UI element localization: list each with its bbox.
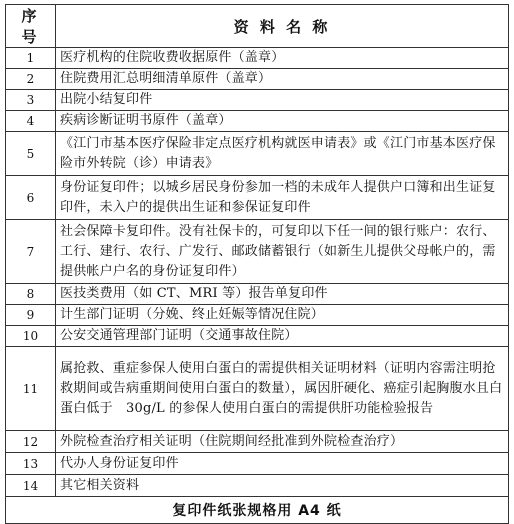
row-number: 6 <box>6 176 56 220</box>
table-row <box>6 69 509 90</box>
row-material: 公安交通管理部门证明（交通事故住院） <box>56 326 509 347</box>
table-row <box>6 453 509 475</box>
table-row <box>6 475 509 497</box>
row-number: 13 <box>6 453 56 475</box>
table-row <box>6 305 509 326</box>
row-material: 计生部门证明（分娩、终止妊娠等情况住院） <box>56 305 509 326</box>
paper-size-note: 复印件纸张规格用 A4 纸 <box>6 497 509 524</box>
row-number: 2 <box>6 69 56 90</box>
row-number: 9 <box>6 305 56 326</box>
row-material: 社会保障卡复印件。没有社保卡的，可复印以下任一间的银行账户：农行、工行、建行、农行、广发行、邮政储蓄银行（如新生儿提供父母帐户的，需提供帐户户名的身份证复印件） <box>56 220 509 284</box>
header-material-name: 资 料 名 称 <box>56 5 509 48</box>
row-number: 4 <box>6 111 56 132</box>
row-number: 1 <box>6 48 56 69</box>
table-row <box>6 347 509 431</box>
row-number: 3 <box>6 90 56 111</box>
row-number: 8 <box>6 284 56 305</box>
row-material: 代办人身份证复印件 <box>56 453 509 475</box>
table-row <box>6 220 509 284</box>
row-number: 14 <box>6 475 56 497</box>
table-row <box>6 111 509 132</box>
row-number: 10 <box>6 326 56 347</box>
row-material: 身份证复印件；以城乡居民身份参加一档的未成年人提供户口簿和出生证复印件，未入户的提供出生证和参保证复印件 <box>56 176 509 220</box>
row-material: 其它相关资料 <box>56 475 509 497</box>
row-number: 12 <box>6 431 56 453</box>
table-row <box>6 48 509 69</box>
table-row <box>6 132 509 176</box>
row-material: 住院费用汇总明细清单原件（盖章） <box>56 69 509 90</box>
table-footer-row <box>6 497 509 524</box>
row-number: 5 <box>6 132 56 176</box>
table-row <box>6 284 509 305</box>
row-material: 外院检查治疗相关证明（住院期间经批准到外院检查治疗） <box>56 431 509 453</box>
table-row <box>6 90 509 111</box>
row-material: 属抢救、重症参保人使用白蛋白的需提供相关证明材料（证明内容需注明抢救期间或告病重期间使用白蛋白的数量），属因肝硬化、癌症引起胸腹水且白蛋白低于 30g/L 的参保人使用白蛋白的需提供肝功能检验报告 <box>56 347 509 431</box>
row-material: 疾病诊断证明书原件（盖章） <box>56 111 509 132</box>
table-row <box>6 431 509 453</box>
table-row <box>6 176 509 220</box>
header-number: 序 号 <box>6 5 56 48</box>
table-row <box>6 326 509 347</box>
row-material: 《江门市基本医疗保险非定点医疗机构就医申请表》或《江门市基本医疗保险市外转院（诊）申请表》 <box>56 132 509 176</box>
row-material: 医技类费用（如 CT、MRI 等）报告单复印件 <box>56 284 509 305</box>
materials-table <box>5 4 509 524</box>
row-material: 出院小结复印件 <box>56 90 509 111</box>
table-header-row <box>6 5 509 48</box>
row-number: 11 <box>6 347 56 431</box>
row-number: 7 <box>6 220 56 284</box>
row-material: 医疗机构的住院收费收据原件（盖章） <box>56 48 509 69</box>
